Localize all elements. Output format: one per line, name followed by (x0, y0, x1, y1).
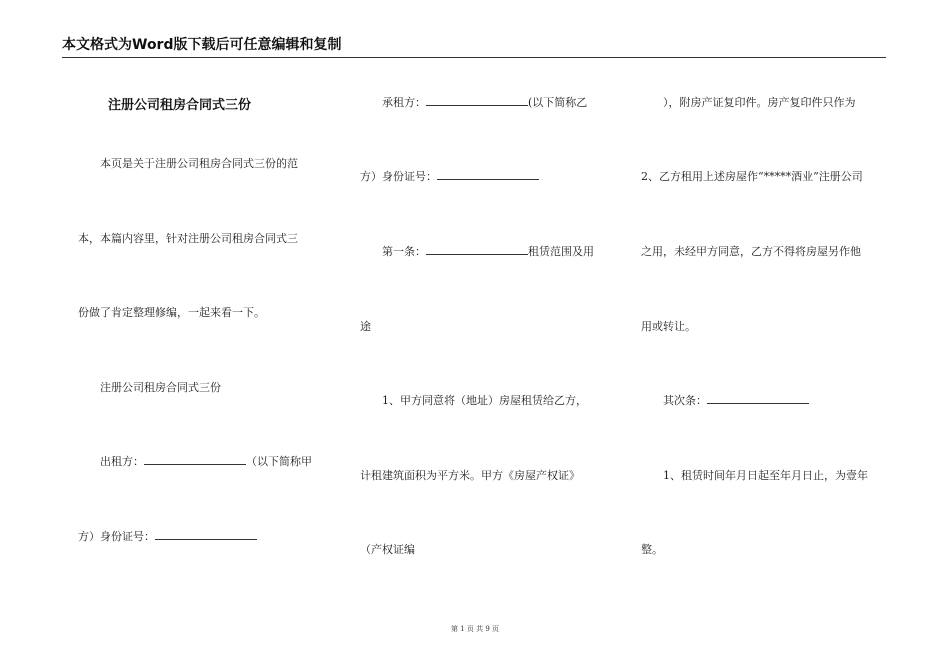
col2-line7: （产权证编 (360, 543, 415, 556)
col2-line3 (382, 243, 594, 259)
col2-line2 (360, 168, 539, 184)
lessor-id-label: 方）身份证号： (78, 530, 155, 543)
col1-line2: 本，本篇内容里，针对注册公司租房合同式三 (78, 232, 298, 245)
col1-line1: 本页是关于注册公司租房合同式三份的范 (100, 157, 298, 170)
lessor-name-blank (144, 453, 246, 465)
article1-blank (426, 243, 528, 255)
lessee-name-blank (426, 94, 528, 106)
page-number: 第 1 页 共 9 页 (450, 625, 500, 633)
lessor-suffix: （以下简称甲 (246, 455, 312, 468)
article2-blank (707, 392, 809, 404)
lessor-label: 出租方： (100, 455, 144, 468)
lessee-id-label: 方）身份证号： (360, 170, 437, 183)
article1-label: 第一条： (382, 245, 426, 258)
lessee-id-blank (437, 168, 539, 180)
col3-line6: 1、租赁时间年月日起至年月日止，为壹年 (663, 469, 868, 482)
col3-line7: 整。 (641, 543, 663, 556)
col2-line5: 1、甲方同意将（地址）房屋租赁给乙方， (382, 394, 587, 407)
col1-line6 (78, 528, 257, 544)
article2-label: 其次条： (663, 394, 707, 407)
col3-line4: 用或转让。 (641, 320, 696, 333)
lessee-suffix: (以下简称乙 (528, 96, 588, 109)
col1-line5 (100, 453, 312, 469)
lessee-label: 承租方： (382, 96, 426, 109)
document-header: 本文格式为Word版下载后可任意编辑和复制 (62, 34, 886, 58)
col2-line1 (382, 94, 587, 110)
col1-line4: 注册公司租房合同式三份 (100, 381, 221, 394)
document-title: 注册公司租房合同式三份 (108, 98, 252, 113)
col2-line4: 途 (360, 320, 371, 333)
col3-line2: 2、乙方租用上述房屋作“*****酒业”注册公司 (641, 170, 863, 183)
article1-suffix: 租赁范围及用 (528, 245, 594, 258)
col2-line6: 计租建筑面积为平方米。甲方《房屋产权证》 (360, 469, 580, 482)
lessor-id-blank (155, 528, 257, 540)
col1-line3: 份做了肯定整理修编，一起来看一下。 (78, 306, 265, 319)
col3-line5 (663, 392, 809, 408)
col3-line3: 之用，未经甲方同意，乙方不得将房屋另作他 (641, 245, 861, 258)
col3-line1: ），附房产证复印件。房产复印件只作为 (663, 96, 856, 109)
